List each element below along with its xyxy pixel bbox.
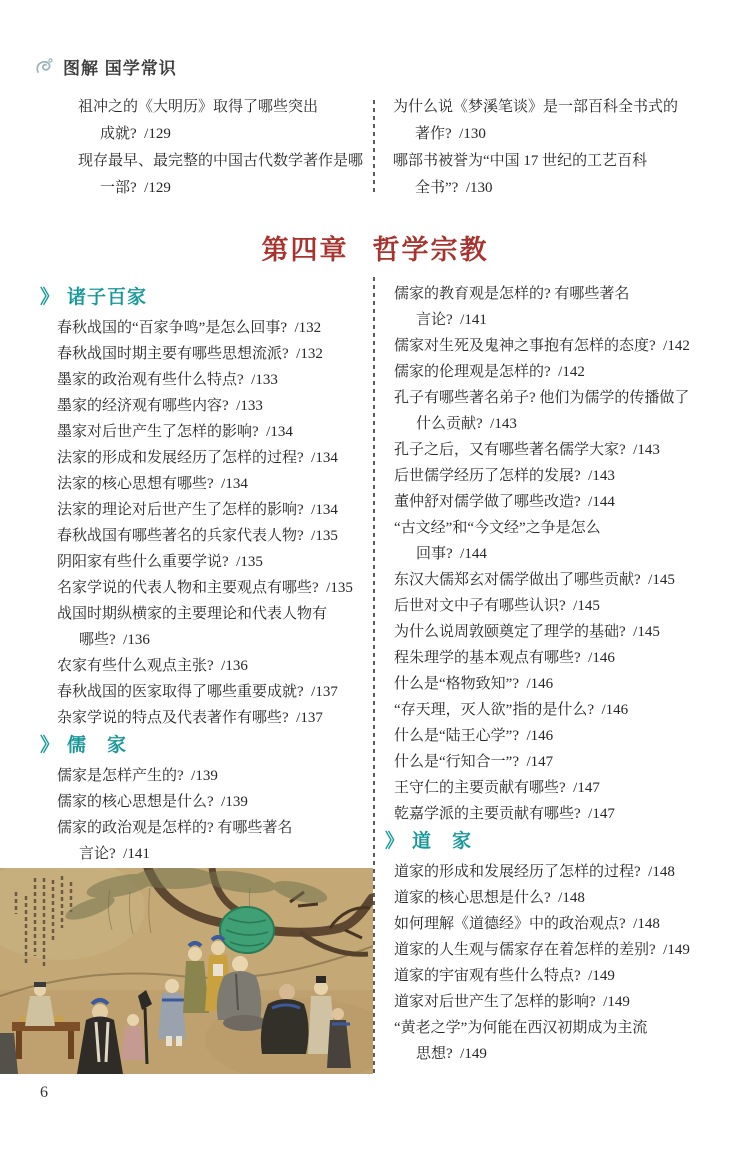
green-bundle [220, 907, 274, 953]
toc-entry: 什么是“陆王心学”? /146 [394, 728, 554, 744]
chapter-title: 哲学宗教 [372, 235, 489, 265]
toc-entry: 哪些? /136 [79, 632, 150, 648]
toc-entry: 回事? /144 [416, 546, 487, 562]
section-title: 儒 家 [67, 735, 128, 756]
toc-entry: 后世对文中子有哪些认识? /145 [394, 598, 600, 614]
toc-entry: 儒家对生死及鬼神之事抱有怎样的态度? /142 [394, 338, 690, 354]
toc-entry: 哪部书被誉为“中国 17 世纪的工艺百科 [393, 153, 648, 169]
toc-list-daojia [385, 859, 735, 1067]
book-logo [34, 54, 177, 79]
toc-right-column [385, 281, 735, 1067]
toc-entry: 儒家的教育观是怎样的? 有哪些著名 [394, 286, 630, 302]
toc-entry: 一部? /129 [100, 180, 171, 196]
toc-entry: 墨家的经济观有哪些内容? /133 [57, 398, 263, 414]
section-heading-daojia [385, 829, 735, 855]
toc-entry: 春秋战国有哪些著名的兵家代表人物? /135 [57, 528, 338, 544]
toc-entry: 为什么说《梦溪笔谈》是一部百科全书式的 [393, 99, 679, 115]
toc-left-column [40, 283, 373, 867]
toc-entry: 农家有些什么观点主张? /136 [57, 658, 248, 674]
toc-entry: 战国时期纵横家的主要理论和代表人物有 [57, 606, 328, 622]
toc-entry: 儒家的政治观是怎样的? 有哪些著名 [57, 820, 293, 836]
toc-entry: 著作? /130 [415, 126, 486, 142]
toc-entry: 后世儒学经历了怎样的发展? /143 [394, 468, 615, 484]
toc-entry: 春秋战国的医家取得了哪些重要成就? /137 [57, 684, 338, 700]
toc-entry: 言论? /141 [416, 312, 487, 328]
toc-entry: 孔子之后，又有哪些著名儒学大家? /143 [394, 442, 660, 458]
column-divider [373, 277, 375, 1076]
toc-entry: 乾嘉学派的主要贡献有哪些? /147 [394, 806, 615, 822]
toc-entry: 法家的形成和发展经历了怎样的过程? /134 [57, 450, 338, 466]
toc-entry: 道家对后世产生了怎样的影响? /149 [394, 994, 630, 1010]
toc-entry: 成就? /129 [100, 126, 171, 142]
toc-entry: 杂家学说的特点及代表著作有哪些? /137 [57, 710, 323, 726]
chapter-heading [0, 228, 750, 267]
toc-list-zhuzibaijia [40, 315, 373, 731]
toc-entry: 什么贡献? /143 [416, 416, 517, 432]
toc-entry: 如何理解《道德经》中的政治观点? /148 [394, 916, 660, 932]
toc-list-rujia-continued [385, 281, 735, 827]
toc-entry: 墨家的政治观有些什么特点? /133 [57, 372, 278, 388]
chapter-number: 第四章 [261, 235, 349, 265]
toc-entry: 全书”? /130 [415, 180, 493, 196]
toc-entry: 什么是“格物致知”? /146 [394, 676, 554, 692]
section-marker-icon: 》 [40, 287, 61, 308]
toc-entry: 程朱理学的基本观点有哪些? /146 [394, 650, 615, 666]
toc-entry: 言论? /141 [79, 846, 150, 862]
toc-entry: 什么是“行知合一”? /147 [394, 754, 554, 770]
toc-entry: 儒家是怎样产生的? /139 [57, 768, 218, 784]
toc-entry: 王守仁的主要贡献有哪些? /147 [394, 780, 600, 796]
section-heading-rujia [40, 733, 373, 759]
section-heading-zhuzibaijia [40, 285, 373, 311]
column-divider [373, 100, 375, 192]
toc-entry: 现存最早、最完整的中国古代数学著作是哪 [78, 153, 364, 169]
toc-entry: 为什么说周敦颐奠定了理学的基础? /145 [394, 624, 660, 640]
toc-entry: 阴阳家有些什么重要学说? /135 [57, 554, 263, 570]
toc-entry: 孔子有哪些著名弟子? 他们为儒学的传播做了 [394, 390, 690, 406]
section-title: 诸子百家 [67, 287, 148, 308]
toc-entry: 法家的理论对后世产生了怎样的影响? /134 [57, 502, 338, 518]
toc-entry: 法家的核心思想有哪些? /134 [57, 476, 248, 492]
toc-entry: “黄老之学”为何能在西汉初期成为主流 [394, 1020, 648, 1036]
toc-entry: 春秋战国的“百家争鸣”是怎么回事? /132 [57, 320, 322, 336]
page-number: 6 [40, 1084, 48, 1101]
toc-entry: 祖冲之的《大明历》取得了哪些突出 [78, 99, 319, 115]
toc-entry: “存天理，灭人欲”指的是什么? /146 [394, 702, 629, 718]
toc-top-left-column [78, 94, 378, 202]
section-marker-icon: 》 [385, 831, 406, 852]
toc-entry: 道家的宇宙观有些什么特点? /149 [394, 968, 615, 984]
toc-top-right-column [393, 94, 723, 202]
section-marker-icon: 》 [40, 735, 61, 756]
toc-entry: 道家的形成和发展经历了怎样的过程? /148 [394, 864, 675, 880]
toc-entry: 儒家的核心思想是什么? /139 [57, 794, 248, 810]
toc-entry: “古文经”和“今文经”之争是怎么 [394, 520, 601, 536]
toc-entry: 春秋战国时期主要有哪些思想流派? /132 [57, 346, 323, 362]
book-title: 图解 国学常识 [63, 59, 177, 78]
toc-entry: 思想? /149 [416, 1046, 487, 1062]
swirl-icon [34, 56, 56, 78]
toc-entry: 墨家对后世产生了怎样的影响? /134 [57, 424, 293, 440]
toc-entry: 道家的人生观与儒家存在着怎样的差别? /149 [394, 942, 690, 958]
painting-confucius-scene [0, 868, 373, 1074]
section-title: 道 家 [412, 831, 473, 852]
toc-entry: 名家学说的代表人物和主要观点有哪些? /135 [57, 580, 353, 596]
toc-entry: 儒家的伦理观是怎样的? /142 [394, 364, 585, 380]
toc-list-rujia [40, 763, 373, 867]
toc-entry: 东汉大儒郑玄对儒学做出了哪些贡献? /145 [394, 572, 675, 588]
toc-entry: 董仲舒对儒学做了哪些改造? /144 [394, 494, 615, 510]
toc-entry: 道家的核心思想是什么? /148 [394, 890, 585, 906]
